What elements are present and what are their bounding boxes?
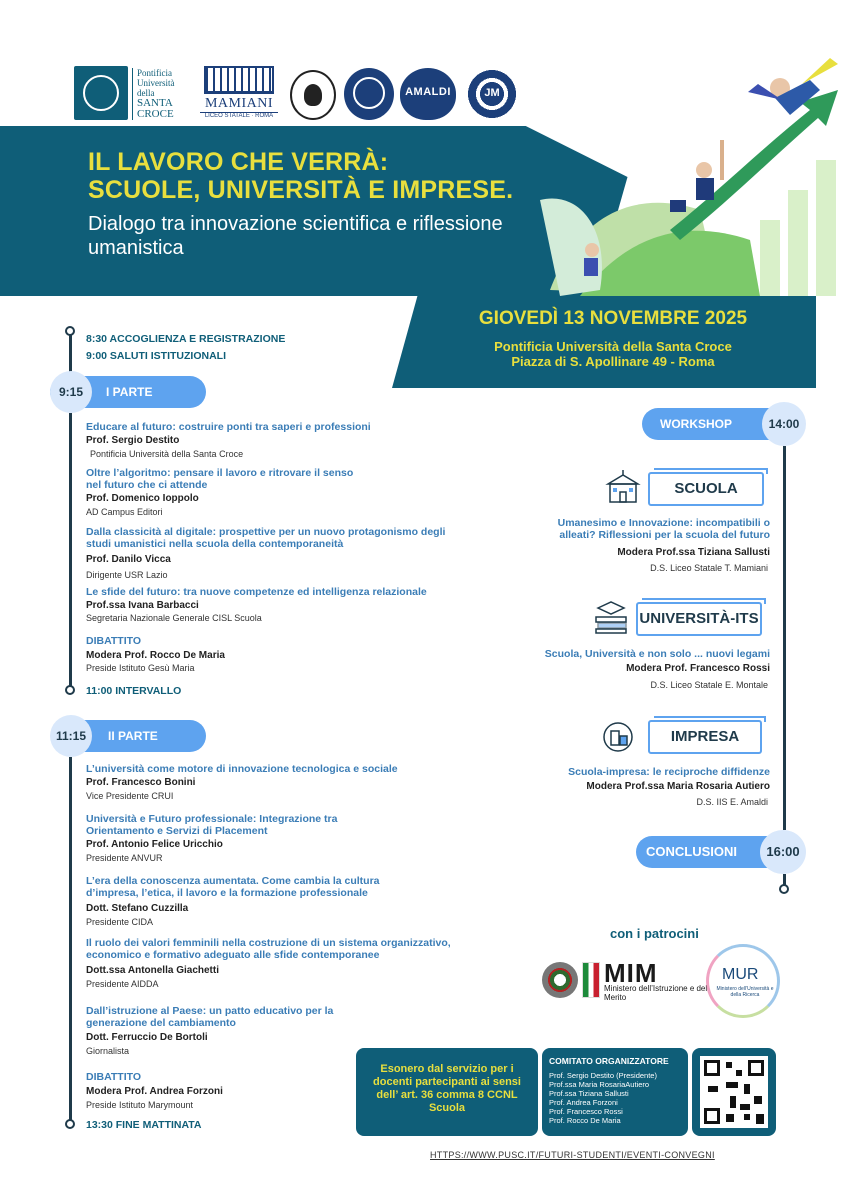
books-icon (592, 600, 630, 634)
workshop-moderator: Modera Prof.ssa Tiziana Sallusti (617, 547, 770, 558)
schedule-end: 13:30 FINE MATTINATA (86, 1119, 202, 1131)
talk-affiliation: Presidente CIDA (86, 917, 154, 927)
timeline-dot (65, 326, 75, 336)
committee-title: COMITATO ORGANIZZATORE (549, 1056, 669, 1066)
debate-moderator: Modera Prof. Andrea Forzoni (86, 1086, 223, 1097)
jm-logo: JM (466, 68, 518, 120)
mim-logo: MIM (604, 958, 658, 988)
timeline-dot (779, 884, 789, 894)
talk-affiliation: Dirigente USR Lazio (86, 570, 168, 580)
workshop-title: Scuola-impresa: le reciproche diffidenze (568, 766, 770, 778)
title-line1: IL LAVORO CHE VERRÀ: (88, 148, 389, 176)
workshop-title: Scuola, Università e non solo ... nuovi legami (544, 648, 770, 660)
schedule-welcome: 8:30 ACCOGLIENZA E REGISTRAZIONE (86, 333, 286, 345)
talk-speaker: Prof. Danilo Vicca (86, 554, 171, 565)
part2-pill: II PARTE (52, 720, 206, 752)
venue-name: Pontificia Università della Santa Croce (494, 339, 732, 354)
part1-time: 9:15 (50, 371, 92, 413)
talk-speaker: Prof. Antonio Felice Uricchio (86, 839, 223, 850)
event-link[interactable]: HTTPS://WWW.PUSC.IT/FUTURI-STUDENTI/EVENTI-CONVEGNI (430, 1150, 715, 1160)
workshop-moderator: Modera Prof. Francesco Rossi (626, 663, 770, 674)
committee-member: Prof.ssa Tiziana Sallusti (549, 1089, 629, 1098)
timeline-dot (65, 1119, 75, 1129)
talk-title: L’università come motore di innovazione tecnologica e sociale (86, 763, 398, 775)
workshop-pill: WORKSHOP (642, 408, 792, 440)
talk-affiliation: Vice Presidente CRUI (86, 791, 174, 801)
timeline-line (69, 413, 72, 689)
title-line2: SCUOLE, UNIVERSITÀ E IMPRESE. (88, 176, 514, 204)
timeline-dot (65, 685, 75, 695)
amaldi-logo: AMALDI (400, 68, 456, 120)
workshop-moderator: Modera Prof.ssa Maria Rosaria Autiero (586, 781, 770, 792)
conclusions-pill: CONCLUSIONI (636, 836, 786, 868)
talk-title: Educare al futuro: costruire ponti tra saperi e professioni (86, 421, 371, 433)
talk-affiliation: Presidente ANVUR (86, 853, 163, 863)
talk-affiliation: Pontificia Università della Santa Croce (90, 449, 244, 459)
patronage-label: con i patrocini (610, 926, 699, 941)
workshop-affiliation: D.S. IIS E. Amaldi (696, 797, 768, 807)
talk-title: Dall’istruzione al Paese: un patto educativo per la generazione del cambiamento (86, 1005, 334, 1029)
pusc-logo-text: Pontificia Università della SANTA CROCE (132, 68, 188, 120)
debate-label: DIBATTITO (86, 1071, 142, 1083)
part2-time: 11:15 (50, 715, 92, 757)
pusc-seal-icon (74, 66, 128, 120)
talk-title: Oltre l’algoritmo: pensare il lavoro e ritrovare il senso nel futuro che ci attende (86, 467, 354, 491)
venue-address: Piazza di S. Apollinare 49 - Roma (511, 354, 715, 369)
section-universita: UNIVERSITÀ-ITS (636, 602, 762, 636)
talk-title: L’era della conoscenza aumentata. Come cambia la cultura d’impresa, l’etica, il lavoro e la formazione professionale (86, 875, 380, 899)
debate-moderator: Modera Prof. Rocco De Maria (86, 650, 225, 661)
mamiani-logo: MAMIANI LICEO STATALE · ROMA (200, 66, 278, 124)
workshop-affiliation: D.S. Liceo Statale T. Mamiani (650, 563, 768, 573)
section-impresa: IMPRESA (648, 720, 762, 754)
talk-title: Il ruolo dei valori femminili nella costruzione di un sistema organizzativo, economico e formativo adeguato alle sfide contemporanee (86, 937, 451, 961)
school-icon (604, 470, 642, 504)
part1-pill: I PARTE (50, 376, 206, 408)
talk-speaker: Prof. Francesco Bonini (86, 777, 196, 788)
talk-affiliation: Segretaria Nazionale Generale CISL Scuola (86, 613, 262, 623)
italian-emblem-icon (542, 962, 578, 998)
talk-speaker: Dott. Ferruccio De Bortoli (86, 1032, 208, 1043)
talk-speaker: Dott. Stefano Cuzzilla (86, 903, 189, 914)
talk-affiliation: Presidente AIDDA (86, 979, 159, 989)
timeline-line (69, 334, 72, 374)
montale-seal-icon (290, 70, 336, 120)
event-date: GIOVEDÌ 13 NOVEMBRE 2025 (478, 308, 748, 329)
talk-speaker: Prof.ssa Ivana Barbacci (86, 600, 199, 611)
talk-speaker: Prof. Domenico Ioppolo (86, 493, 199, 504)
career-growth-illustration (520, 40, 848, 296)
pusc-logo (74, 66, 186, 124)
timeline-line (783, 446, 786, 830)
talk-speaker: Prof. Sergio Destito (86, 435, 180, 446)
workshop-affiliation: D.S. Liceo Statale E. Montale (650, 680, 768, 690)
section-scuola: SCUOLA (648, 472, 764, 506)
building-icon (204, 66, 274, 94)
workshop-title: Umanesimo e Innovazione: incompatibili o alleati? Riflessioni per la scuola del futuro (557, 517, 770, 541)
mur-logo: MUR (722, 966, 759, 983)
mim-subtitle: Ministero dell’Istruzione e del Merito (604, 984, 708, 1002)
committee-member: Prof. Andrea Forzoni (549, 1098, 618, 1107)
committee-member: Prof. Rocco De Maria (549, 1116, 621, 1125)
schedule-break: 11:00 INTERVALLO (86, 685, 182, 697)
esonero-text: Esonero dal servizio per i docenti partecipanti ai sensi dell’ art. 36 comma 8 CCNL Scuola (373, 1063, 521, 1114)
flag-icon (582, 962, 600, 998)
talk-affiliation: Giornalista (86, 1046, 130, 1056)
debate-affiliation: Preside Istituto Marymount (86, 1100, 194, 1110)
subtitle: Dialogo tra innovazione scientifica e riflessione umanistica (88, 213, 503, 259)
talk-title: Dalla classicità al digitale: prospettive per un nuovo protagonismo degli studi umanistici nella scuola della contemporaneità (86, 526, 446, 550)
debate-affiliation: Preside Istituto Gesù Maria (86, 663, 195, 673)
conclusions-time: 16:00 (760, 830, 806, 874)
talk-speaker: Dott.ssa Antonella Giachetti (86, 965, 219, 976)
mur-subtitle: Ministero dell’Università e della Ricerca (716, 986, 774, 998)
schedule-greetings: 9:00 SALUTI ISTITUZIONALI (86, 350, 227, 362)
company-icon (600, 720, 638, 754)
marymount-seal-icon (344, 68, 394, 120)
qr-code-icon[interactable] (700, 1056, 768, 1128)
timeline-line (69, 757, 72, 1123)
committee-member: Prof.ssa Maria RosariaAutiero (549, 1080, 650, 1089)
committee-member: Prof. Francesco Rossi (549, 1107, 623, 1116)
debate-label: DIBATTITO (86, 635, 142, 647)
committee-member: Prof. Sergio Destito (Presidente) (549, 1071, 657, 1080)
talk-title: Le sfide del futuro: tra nuove competenze ed intelligenza relazionale (86, 586, 427, 598)
talk-title: Università e Futuro professionale: Integrazione tra Orientamento e Servizi di Placement (86, 813, 338, 837)
talk-affiliation: AD Campus Editori (86, 507, 163, 517)
workshop-time: 14:00 (762, 402, 806, 446)
